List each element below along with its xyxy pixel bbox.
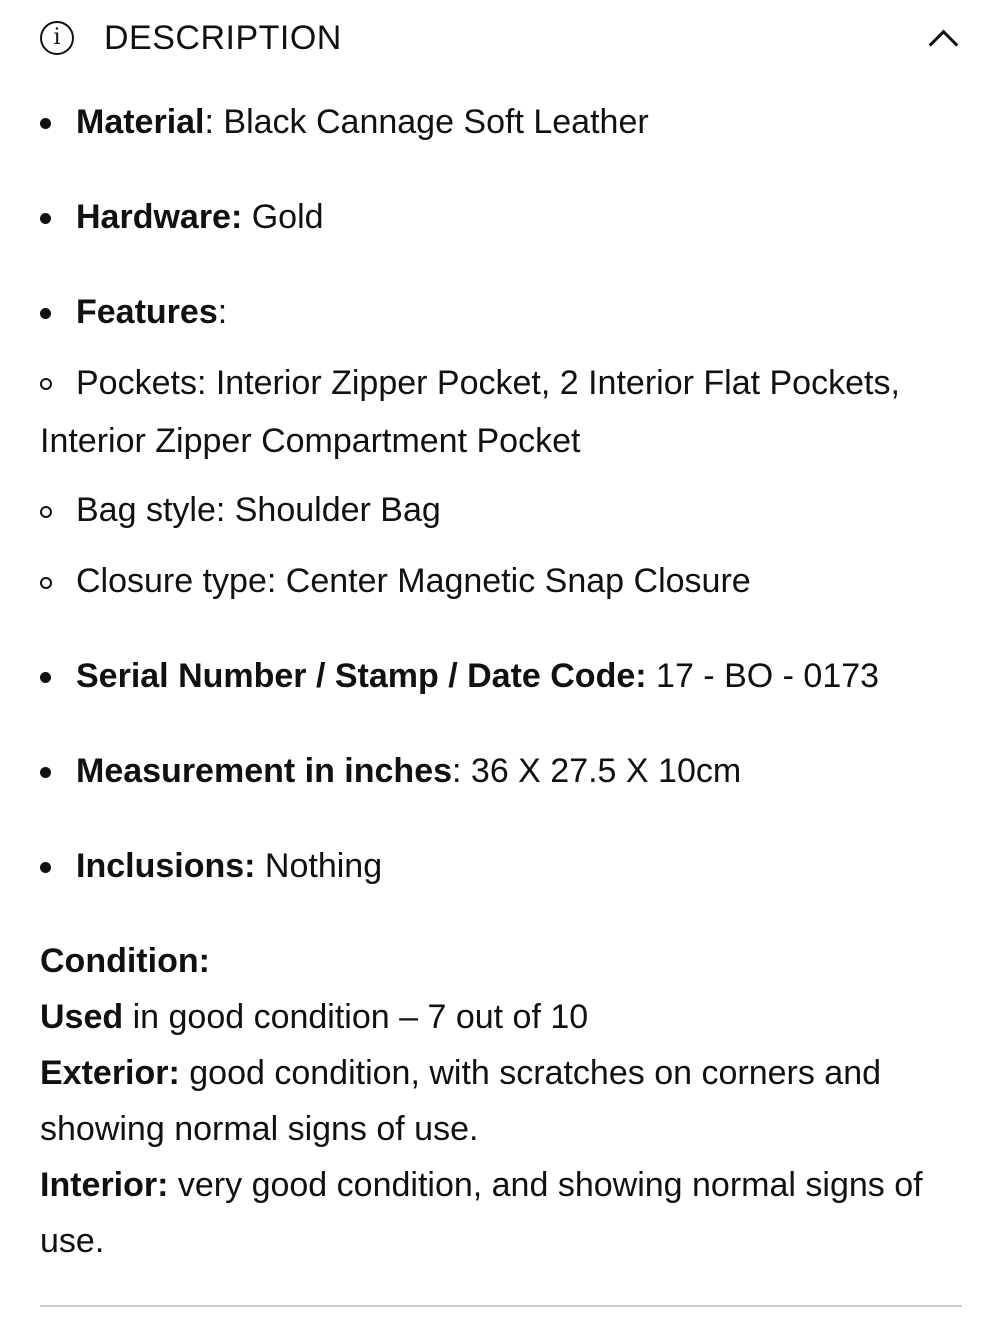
condition-interior-continued: use.	[40, 1222, 105, 1260]
condition-heading: Condition:	[40, 942, 210, 980]
spec-features: Features:	[76, 293, 228, 331]
spec-hardware: Hardware: Gold	[76, 198, 324, 236]
sub-bullet-icon	[40, 378, 52, 390]
condition-exterior-continued: showing normal signs of use.	[40, 1110, 479, 1148]
spec-material: Material: Black Cannage Soft Leather	[76, 103, 649, 141]
sub-bullet-icon	[40, 506, 52, 518]
bullet-icon	[40, 672, 51, 683]
feature-bag-style: Bag style: Shoulder Bag	[76, 491, 441, 529]
bullet-icon	[40, 118, 51, 129]
bullet-icon	[40, 213, 51, 224]
description-accordion-header[interactable]	[40, 12, 962, 64]
info-icon: i	[40, 21, 74, 55]
section-title: DESCRIPTION	[104, 18, 342, 57]
feature-pockets: Pockets: Interior Zipper Pocket, 2 Interior Flat Pockets,	[76, 364, 900, 402]
spec-inclusions: Inclusions: Nothing	[76, 847, 383, 885]
bullet-icon	[40, 862, 51, 873]
condition-used: Used in good condition – 7 out of 10	[40, 998, 589, 1036]
bullet-icon	[40, 308, 51, 319]
chevron-up-icon[interactable]	[929, 30, 959, 60]
condition-exterior: Exterior: good condition, with scratches on corners and	[40, 1054, 882, 1092]
bullet-icon	[40, 767, 51, 778]
condition-interior: Interior: very good condition, and showing normal signs of	[40, 1166, 923, 1204]
sub-bullet-icon	[40, 577, 52, 589]
spec-measurement: Measurement in inches: 36 X 27.5 X 10cm	[76, 752, 742, 790]
section-divider	[40, 1305, 962, 1307]
feature-pockets-continued: Interior Zipper Compartment Pocket	[40, 422, 581, 460]
spec-serial-number: Serial Number / Stamp / Date Code: 17 - BO - 0173	[76, 657, 880, 695]
feature-closure-type: Closure type: Center Magnetic Snap Closure	[76, 562, 751, 600]
